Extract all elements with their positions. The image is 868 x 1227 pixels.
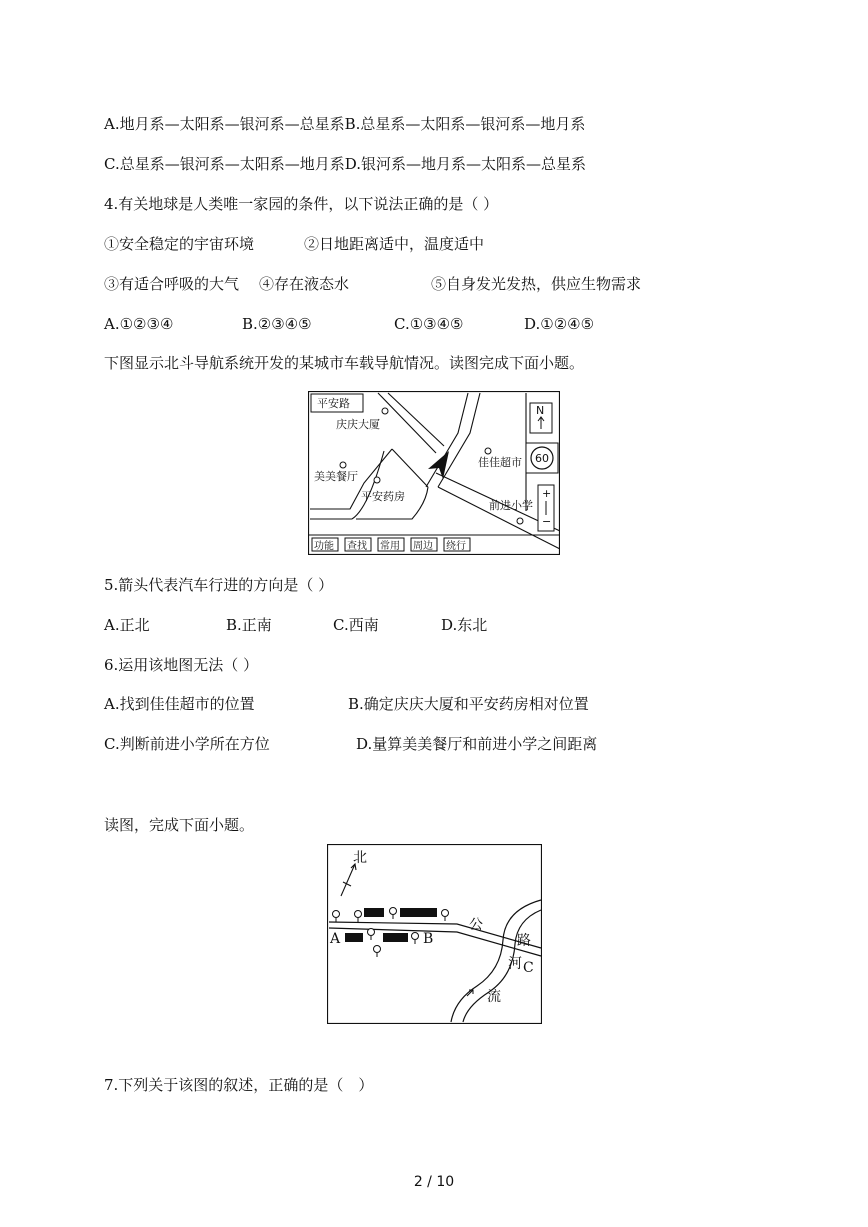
- road-char-2: 路: [517, 933, 531, 949]
- qingqing-label: 庆庆大厦: [336, 418, 380, 431]
- q4-option-d: D.①②④⑤: [524, 315, 595, 333]
- point-b-label: B: [423, 931, 434, 947]
- road-name-label: 平安路: [317, 397, 350, 410]
- page-number: 2 / 10: [413, 1174, 455, 1190]
- road-river-map: [327, 844, 542, 1024]
- q4-option-a: A.①②③④: [104, 315, 174, 333]
- intro-read-map: 读图，完成下面小题。: [104, 816, 255, 834]
- intro-navigation: 下图显示北斗导航系统开发的某城市车载导航情况。读图完成下面小题。: [104, 354, 585, 372]
- q4-item-1: ①安全稳定的宇宙环境: [104, 235, 255, 253]
- q6-stem: 6.运用该地图无法（ ）: [104, 656, 259, 674]
- q5-stem: 5.箭头代表汽车行进的方向是（ ）: [104, 576, 334, 594]
- q6-option-d: D.量算美美餐厅和前进小学之间距离: [356, 735, 598, 753]
- search-button[interactable]: 查找: [347, 541, 367, 552]
- navigation-map: [308, 391, 560, 555]
- q4-stem: 4.有关地球是人类唯一家园的条件，以下说法正确的是（ ）: [104, 195, 499, 213]
- q5-option-b: B.正南: [226, 616, 272, 634]
- nearby-button[interactable]: 周边: [413, 541, 433, 552]
- north-label: 北: [353, 850, 367, 866]
- north-label: N: [536, 404, 545, 417]
- jiajia-poi-icon: [485, 448, 491, 454]
- qianjin-label: 前进小学: [489, 499, 533, 512]
- zoom-out-button[interactable]: −: [542, 515, 552, 528]
- point-c-label: C: [523, 960, 534, 976]
- pingan-poi-icon: [374, 477, 380, 483]
- qingqing-poi-icon: [382, 408, 388, 414]
- pingan-label: 平安药房: [361, 490, 405, 503]
- zoom-in-button[interactable]: +: [542, 487, 552, 500]
- q5-option-a: A.正北: [104, 616, 150, 634]
- meimei-label: 美美餐厅: [314, 470, 358, 483]
- q4-option-b: B.②③④⑤: [242, 315, 312, 333]
- detour-button[interactable]: 绕行: [446, 541, 466, 552]
- q4-item-2: ②日地距离适中，温度适中: [304, 235, 485, 253]
- q4-item-5: ⑤自身发光发热，供应生物需求: [431, 275, 642, 293]
- q6-option-b: B.确定庆庆大厦和平安药房相对位置: [348, 695, 589, 713]
- speed-limit-label: 60: [535, 452, 549, 465]
- q4-option-c: C.①③④⑤: [394, 315, 464, 333]
- common-button[interactable]: 常用: [380, 541, 400, 552]
- qianjin-poi-icon: [517, 518, 523, 524]
- q6-option-c: C.判断前进小学所在方位: [104, 735, 270, 753]
- function-button[interactable]: 功能: [314, 541, 334, 552]
- q3-options-line1: A.地月系—太阳系—银河系—总星系B.总星系—太阳系—银河系—地月系: [104, 115, 586, 133]
- point-a-label: A: [330, 931, 341, 947]
- q7-stem: 7.下列关于该图的叙述，正确的是（ ）: [104, 1076, 374, 1094]
- meimei-poi-icon: [340, 462, 346, 468]
- road-char-1: 公: [469, 917, 483, 933]
- river-char-1: 河: [508, 956, 522, 972]
- q4-item-3: ③有适合呼吸的大气: [104, 275, 240, 293]
- river-char-2: 流: [487, 989, 501, 1005]
- jiajia-label: 佳佳超市: [478, 456, 522, 469]
- q5-option-d: D.东北: [441, 616, 488, 634]
- q5-option-c: C.西南: [333, 616, 379, 634]
- q6-option-a: A.找到佳佳超市的位置: [104, 695, 255, 713]
- q3-options-line2: C.总星系—银河系—太阳系—地月系D.银河系—地月系—太阳系—总星系: [104, 155, 586, 173]
- q4-item-4: ④存在液态水: [259, 275, 350, 293]
